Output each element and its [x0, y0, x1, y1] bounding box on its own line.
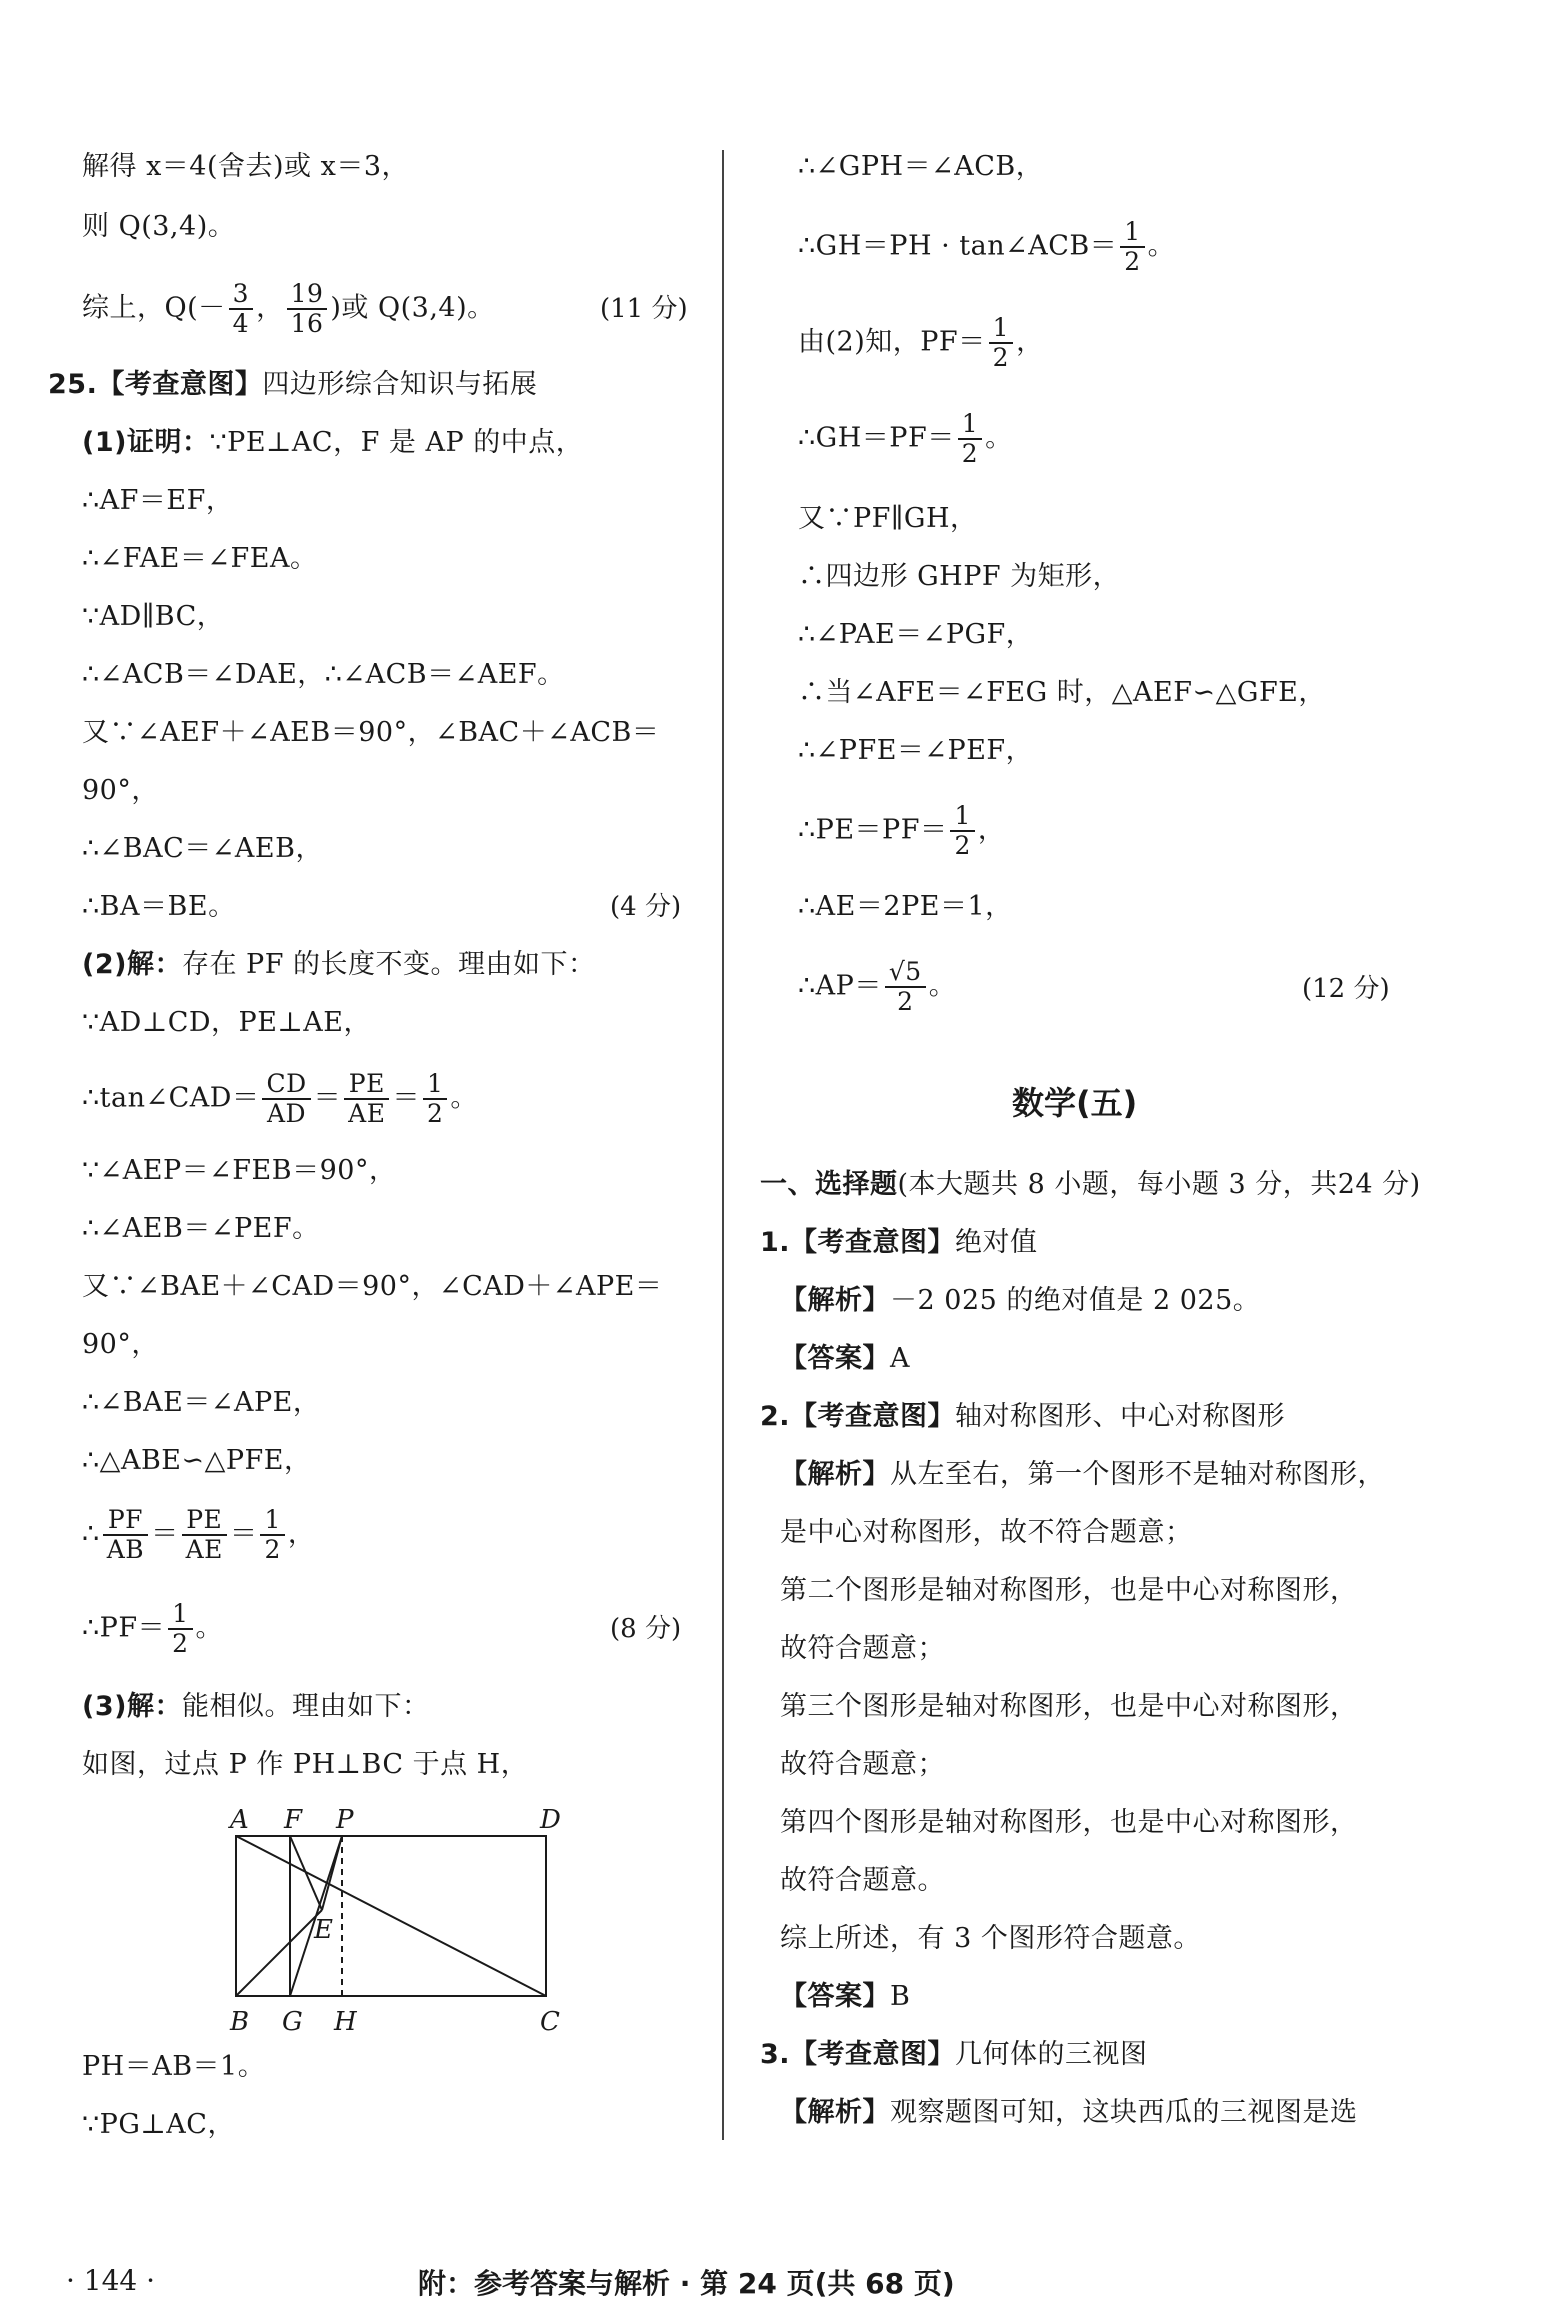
label-a: A — [230, 1805, 249, 1835]
solution-line: 90°， — [82, 775, 159, 806]
label-p: P — [336, 1805, 354, 1835]
analysis-text: 观察题图可知，这块西瓜的三视图是选 — [890, 2097, 1358, 2128]
solution-line: 又∵PF∥GH， — [798, 503, 978, 534]
numerator: 1 — [423, 1070, 447, 1100]
solution-line-fraction — [82, 1070, 478, 1128]
solution-line-fraction — [82, 280, 495, 338]
analysis-label: 【解析】 — [780, 1285, 890, 1316]
text-segment: 。 — [985, 422, 1013, 454]
numerator: 1 — [1120, 218, 1144, 248]
solution-line-fraction — [798, 802, 1005, 860]
text-segment: ∴AP＝ — [798, 970, 882, 1002]
solution-line: PH＝AB＝1。 — [82, 2051, 266, 2082]
analysis-line: 是中心对称图形，故不符合题意； — [780, 1517, 1193, 1548]
fraction — [260, 1506, 284, 1564]
denominator: 2 — [992, 343, 1010, 372]
text-segment: ∴ — [82, 1518, 100, 1550]
solution-line: 又∵∠BAE＋∠CAD＝90°，∠CAD＋∠APE＝ — [82, 1271, 663, 1302]
text-segment: 。 — [450, 1082, 478, 1114]
denominator: 2 — [1124, 247, 1141, 276]
solution-line: ∴∠PFE＝∠PEF， — [798, 735, 1034, 766]
analysis-line: 第二个图形是轴对称图形，也是中心对称图形， — [780, 1575, 1358, 1606]
segment-pe — [322, 1836, 342, 1910]
solution-line-fraction — [798, 218, 1175, 276]
question-header — [760, 1226, 1038, 1260]
solution-line: 又∵∠AEF＋∠AEB＝90°，∠BAC＋∠ACB＝ — [82, 717, 660, 748]
score-mark: (8 分) — [610, 1614, 682, 1644]
fraction — [168, 1600, 192, 1658]
denominator: AE — [185, 1535, 223, 1564]
denominator: AE — [348, 1099, 386, 1128]
fraction — [1120, 218, 1144, 276]
solution-line: 如图，过点 P 作 PH⊥BC 于点 H， — [82, 1749, 529, 1780]
analysis-line — [780, 1284, 1260, 1318]
text-segment: ， — [977, 814, 1006, 846]
segment-fe — [290, 1836, 322, 1910]
page-number: · 144 · — [66, 2264, 156, 2297]
question-header — [760, 2038, 1148, 2072]
segment-be — [236, 1910, 322, 1996]
section-desc: (本大题共 8 小题，每小题 3 分，共24 分) — [897, 1169, 1421, 1200]
answer-line — [780, 1980, 910, 2014]
denominator: 2 — [961, 439, 979, 468]
fraction — [950, 802, 974, 860]
answer-line — [780, 1342, 910, 1376]
solution-line: ∴当∠AFE＝∠FEG 时，△AEF∽△GFE， — [798, 677, 1326, 708]
question-topic: 几何体的三视图 — [955, 2039, 1148, 2070]
solution-line: 90°， — [82, 1329, 159, 1360]
analysis-label: 【解析】 — [780, 2097, 890, 2128]
diagonal-ac — [236, 1836, 546, 1996]
text-segment: ， — [1016, 326, 1044, 358]
label-e: E — [314, 1915, 333, 1945]
question-label: 25.【考查意图】 — [48, 369, 263, 400]
analysis-line — [780, 2096, 1358, 2130]
analysis-line: 故符合题意； — [780, 1633, 945, 1664]
solution-line: ∴∠FAE＝∠FEA。 — [82, 543, 318, 574]
score-mark: (12 分) — [1302, 974, 1390, 1004]
text-segment: ＝ — [151, 1518, 179, 1550]
solution-line: ∵AD⊥CD，PE⊥AE， — [82, 1007, 371, 1038]
fraction — [287, 280, 328, 338]
numerator: PE — [344, 1070, 389, 1100]
solution-line-fraction — [82, 1600, 223, 1658]
fraction — [262, 1070, 310, 1128]
numerator: CD — [262, 1070, 310, 1100]
solution-line-fraction — [82, 1506, 315, 1564]
numerator: 1 — [950, 802, 974, 832]
solution-line-fraction — [798, 410, 1013, 468]
text-segment: ＝ — [229, 1518, 258, 1550]
fraction — [182, 1506, 227, 1564]
part-line — [82, 426, 583, 460]
numerator: 3 — [229, 280, 253, 310]
solution-line-fraction — [798, 958, 956, 1016]
solution-line: ∵AD∥BC， — [82, 601, 225, 632]
geometry-figure — [218, 1800, 578, 2060]
analysis-text: －2 025 的绝对值是 2 025。 — [890, 1285, 1261, 1316]
solution-line: ∴BA＝BE。 — [82, 891, 236, 922]
part-line — [82, 948, 596, 982]
page-footer: 附：参考答案与解析 · 第 24 页(共 68 页) — [418, 2267, 955, 2300]
part-label: (2)解： — [82, 949, 182, 980]
numerator: 1 — [260, 1506, 284, 1536]
numerator: 1 — [168, 1600, 192, 1630]
part-label: (1)证明： — [82, 427, 210, 458]
numerator: 1 — [989, 314, 1013, 344]
solution-line: 则 Q(3,4)。 — [82, 211, 236, 242]
solution-line: ∵∠AEP＝∠FEB＝90°， — [82, 1155, 397, 1186]
question-topic: 绝对值 — [955, 1227, 1038, 1258]
label-h: H — [334, 2007, 357, 2037]
text-segment: ∴GH＝PH · tan∠ACB＝ — [798, 230, 1118, 262]
analysis-line: 第四个图形是轴对称图形，也是中心对称图形， — [780, 1807, 1358, 1838]
denominator: AB — [106, 1535, 145, 1564]
denominator: AD — [266, 1099, 307, 1128]
text-segment: ＝ — [392, 1082, 420, 1114]
score-mark: (4 分) — [610, 892, 682, 922]
answer-label: 【答案】 — [780, 1981, 890, 2012]
question-topic: 轴对称图形、中心对称图形 — [955, 1401, 1286, 1432]
denominator: 4 — [232, 309, 250, 338]
label-g: G — [282, 2007, 303, 2037]
part-line — [82, 1690, 429, 1724]
text-segment: ∴PE＝PF＝ — [798, 814, 948, 846]
fraction — [344, 1070, 389, 1128]
analysis-line: 第三个图形是轴对称图形，也是中心对称图形， — [780, 1691, 1358, 1722]
text-segment: ∴PF＝ — [82, 1612, 166, 1644]
text-segment: ， — [287, 1518, 316, 1550]
column-divider — [722, 150, 724, 2140]
part-text: 能相似。理由如下： — [181, 1691, 430, 1722]
label-f: F — [284, 1805, 303, 1835]
label-d: D — [540, 1805, 561, 1835]
part-text: ∵PE⊥AC，F 是 AP 的中点， — [209, 427, 584, 458]
text-segment: ∴tan∠CAD＝ — [82, 1082, 260, 1114]
text-segment: 。 — [928, 970, 957, 1002]
numerator: PF — [103, 1506, 148, 1536]
answer-value: B — [890, 1981, 911, 2012]
text-segment: 由(2)知，PF＝ — [798, 326, 986, 358]
denominator: 2 — [172, 1629, 189, 1658]
section-header — [760, 1168, 1421, 1202]
question-label: 2.【考查意图】 — [760, 1401, 956, 1432]
solution-line: ∴∠BAE＝∠APE， — [82, 1387, 321, 1418]
numerator: √5 — [885, 958, 926, 988]
solution-line: ∴∠AEB＝∠PEF。 — [82, 1213, 320, 1244]
solution-line: ∴四边形 GHPF 为矩形， — [798, 561, 1121, 592]
solution-line: ∴AF＝EF， — [82, 485, 234, 516]
fraction — [958, 410, 982, 468]
text-segment: 综上，Q(－ — [82, 292, 226, 324]
fraction — [989, 314, 1013, 372]
answer-value: A — [890, 1343, 910, 1374]
solution-line: 解得 x＝4(舍去)或 x＝3， — [82, 151, 410, 182]
question-topic: 四边形综合知识与拓展 — [262, 369, 538, 400]
denominator: 2 — [897, 987, 914, 1016]
section-title: 数学(五) — [1012, 1084, 1138, 1122]
numerator: 1 — [958, 410, 982, 440]
numerator: PE — [182, 1506, 227, 1536]
analysis-line — [780, 1458, 1385, 1492]
text-segment: 。 — [195, 1612, 223, 1644]
solution-line: ∴∠PAE＝∠PGF， — [798, 619, 1034, 650]
text-segment: ＝ — [313, 1082, 342, 1114]
score-mark: (11 分) — [600, 294, 688, 324]
solution-line: ∴∠BAC＝∠AEB， — [82, 833, 323, 864]
question-header — [760, 1400, 1285, 1434]
label-c: C — [540, 2007, 560, 2037]
solution-line: ∴△ABE∽△PFE， — [82, 1445, 312, 1476]
analysis-label: 【解析】 — [780, 1459, 890, 1490]
denominator: 2 — [954, 831, 971, 860]
part-label: (3)解： — [82, 1691, 182, 1722]
solution-line: ∴∠ACB＝∠DAE，∴∠ACB＝∠AEF。 — [82, 659, 565, 690]
text-segment: ， — [256, 292, 284, 324]
analysis-line: 故符合题意； — [780, 1749, 945, 1780]
fraction — [229, 280, 253, 338]
question-label: 1.【考查意图】 — [760, 1227, 956, 1258]
analysis-text: 从左至右，第一个图形不是轴对称图形， — [890, 1459, 1385, 1490]
denominator: 2 — [264, 1535, 281, 1564]
denominator: 16 — [290, 309, 324, 338]
text-segment: 。 — [1147, 230, 1176, 262]
section-label: 一、选择题 — [760, 1169, 898, 1200]
numerator: 19 — [287, 280, 328, 310]
analysis-line: 故符合题意。 — [780, 1865, 945, 1896]
text-segment: )或 Q(3,4)。 — [330, 292, 495, 324]
denominator: 2 — [426, 1099, 444, 1128]
solution-line: ∴AE＝2PE＝1， — [798, 891, 1013, 922]
label-b: B — [230, 2007, 250, 2037]
answer-label: 【答案】 — [780, 1343, 890, 1374]
analysis-line: 综上所述，有 3 个图形符合题意。 — [780, 1923, 1201, 1954]
fraction — [103, 1506, 148, 1564]
question-header — [48, 368, 537, 402]
solution-line-fraction — [798, 314, 1044, 372]
fraction — [423, 1070, 447, 1128]
solution-line: ∴∠GPH＝∠ACB， — [798, 151, 1044, 182]
fraction — [885, 958, 926, 1016]
solution-line: ∵PG⊥AC， — [82, 2109, 235, 2140]
question-label: 3.【考查意图】 — [760, 2039, 956, 2070]
text-segment: ∴GH＝PF＝ — [798, 422, 955, 454]
part-text: 存在 PF 的长度不变。理由如下： — [181, 949, 596, 980]
